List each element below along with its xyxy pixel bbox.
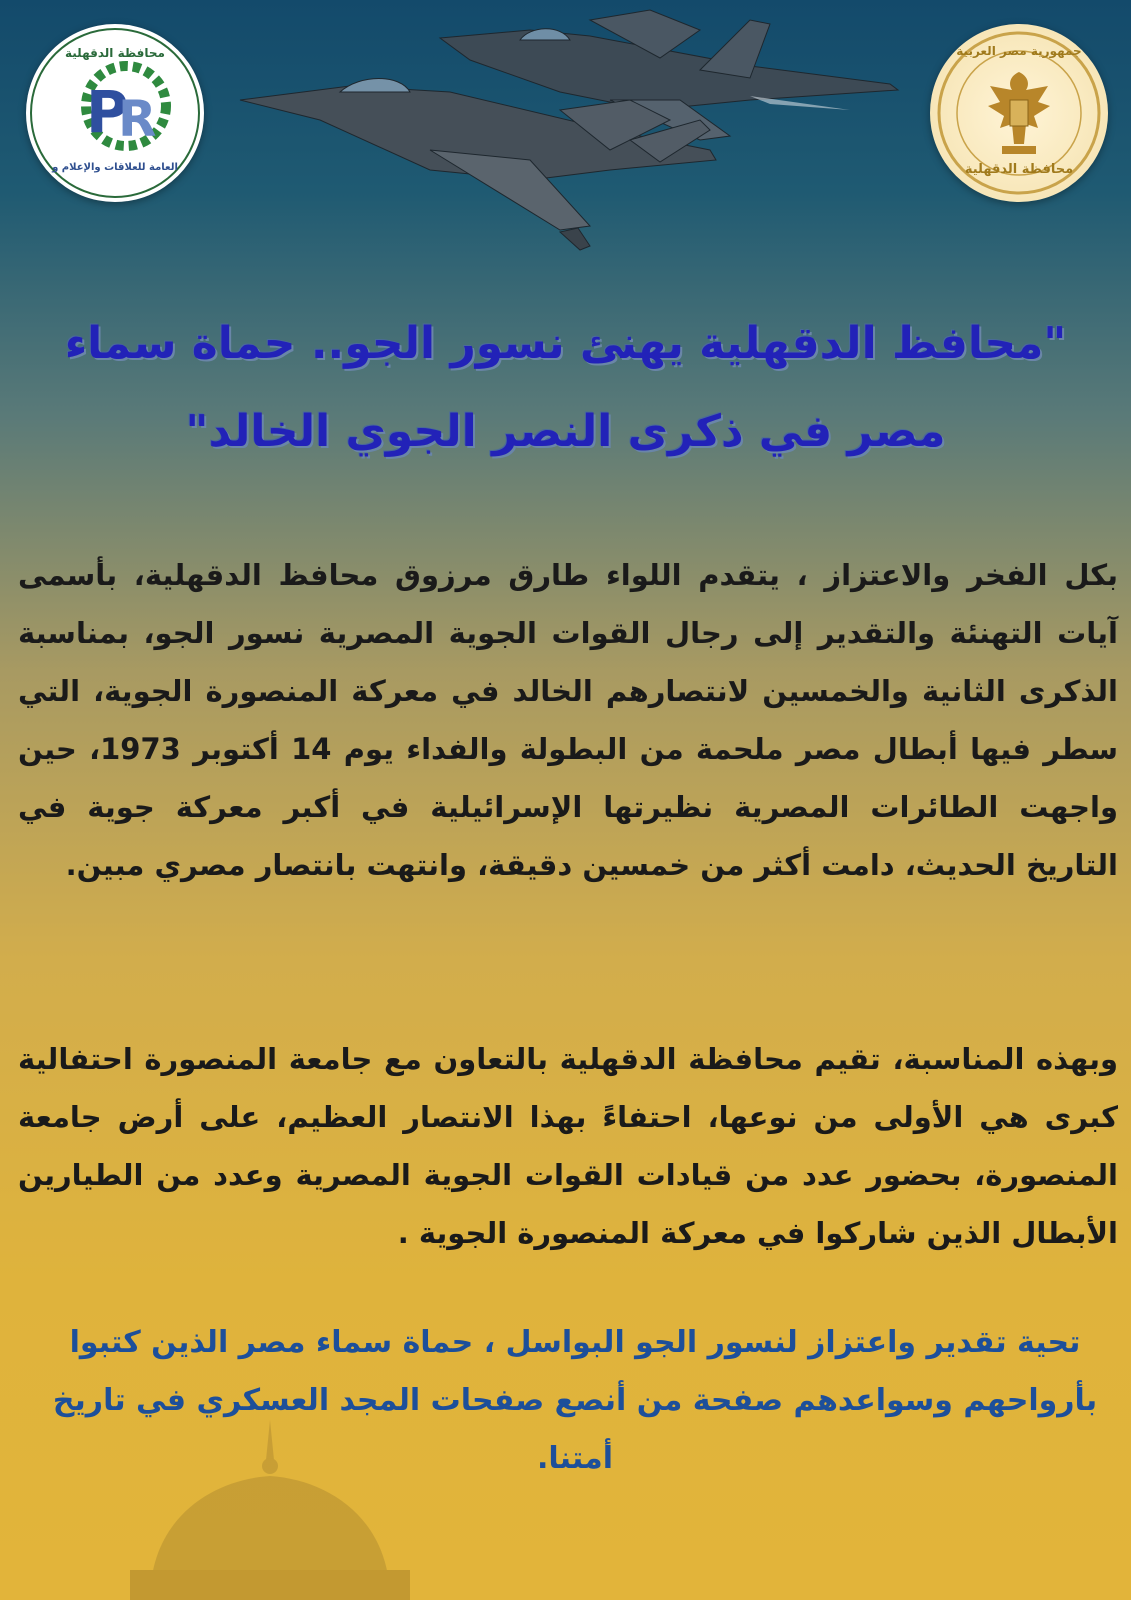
left-logo-top-text: محافظة الدقهلية — [65, 46, 165, 60]
fighter-jets-icon — [230, 0, 930, 270]
left-logo-bottom-text: العامة للعلاقات والإعلام و — [52, 162, 178, 173]
svg-text:P: P — [86, 78, 129, 146]
directorate-logo — [26, 24, 204, 202]
closing-tribute: تحية تقدير واعتزاز لنسور الجو البواسل ، حماة سماء مصر الذين كتبوا بأرواحهم وسواعدهم صفحة من أنصع صفحات المجد العسكري في تاريخ أمتنا. — [52, 1325, 1098, 1476]
headline-title: "محافظ الدقهلية يهنئ نسور الجو.. حماة سماء مصر في ذكرى النصر الجوي الخالد" — [64, 318, 1067, 457]
governorate-emblem — [930, 24, 1108, 202]
right-logo-bottom-text: محافظة الدقهلية — [964, 162, 1074, 177]
right-logo-top-text: جمهورية مصر العربية — [956, 44, 1082, 58]
mosque-dome-icon — [110, 1420, 430, 1600]
svg-text:R: R — [118, 90, 157, 148]
body-paragraph-1: بكل الفخر والاعتزاز ، يتقدم اللواء طارق مرزوق محافظ الدقهلية، بأسمى آيات التهنئة والتقدير إلى رجال القوات الجوية المصرية نسور الجو، بمناسبة الذكرى الثانية والخمسين لانتصارهم الخالد في معركة المنصورة الجوية، التي سطر فيها أبطال مصر ملحمة من البطولة والفداء يوم 14 أكتوبر 1973، حين واجهت الطائرات المصرية نظيرتها الإسرائيلية في أكبر معركة جوية في التاريخ الحديث، دامت أكثر من خمسين دقيقة، وانتهت بانتصار مصري مبين. — [18, 558, 1119, 882]
body-paragraph-2: وبهذه المناسبة، تقيم محافظة الدقهلية بالتعاون مع جامعة المنصورة احتفالية كبرى هي الأولى من نوعها، احتفاءً بهذا الانتصار العظيم، على أرض جامعة المنصورة، بحضور عدد من قيادات القوات الجوية المصرية وعدد من الطيارين الأبطال الذين شاركوا في معركة المنصورة الجوية . — [18, 1042, 1118, 1250]
